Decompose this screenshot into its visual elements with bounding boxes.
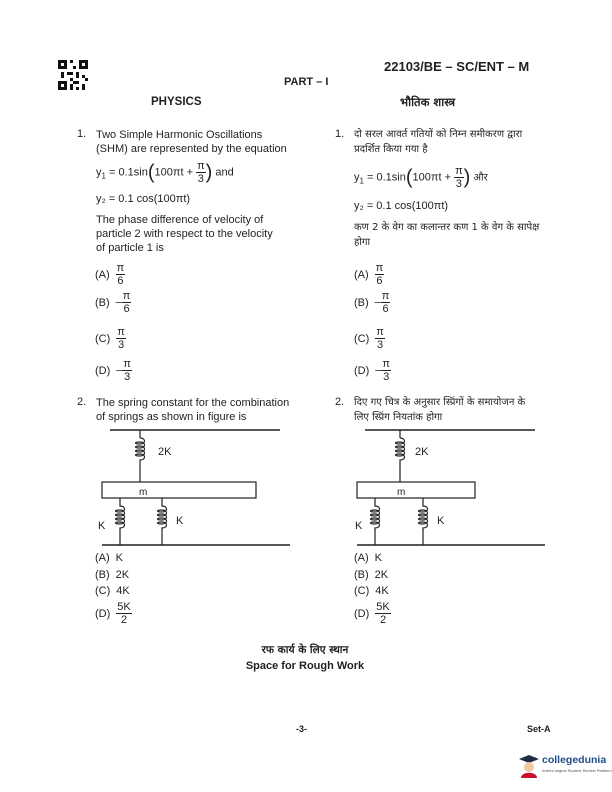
option-label: (D) bbox=[354, 607, 370, 620]
option-fraction bbox=[375, 601, 390, 626]
numerator: 5K bbox=[376, 601, 390, 613]
option-value: 4K bbox=[375, 585, 389, 597]
denominator: 3 bbox=[124, 371, 131, 383]
numerator: π bbox=[123, 358, 131, 370]
numerator: π bbox=[117, 326, 125, 338]
denominator: 6 bbox=[117, 275, 124, 287]
question-line: कण 2 के वेग का कलान्तर कण 1 के वेग के सापेक्ष bbox=[354, 222, 540, 233]
option-value: K bbox=[374, 552, 383, 564]
equation-1 bbox=[96, 160, 234, 185]
spring-figure bbox=[90, 428, 300, 550]
eq-and: और bbox=[473, 172, 488, 184]
option-value: 2K bbox=[374, 569, 389, 581]
question-line: of particle 1 is bbox=[96, 242, 164, 254]
eq-y: y bbox=[354, 171, 360, 184]
eq-and: and bbox=[215, 166, 234, 179]
equation-2: y₂ = 0.1 cos(100πt) bbox=[96, 193, 191, 205]
option-a bbox=[354, 552, 382, 564]
option-label: (C) bbox=[354, 332, 370, 345]
mass-block bbox=[102, 482, 256, 498]
eq-mid: = 0.1sin bbox=[105, 166, 148, 179]
question-line: Two Simple Harmonic Oscillations bbox=[96, 129, 263, 141]
question-line: होगा bbox=[354, 237, 371, 248]
option-sign: – bbox=[375, 364, 382, 377]
question-text bbox=[96, 396, 311, 424]
option-label: (B) bbox=[95, 296, 110, 309]
brand-tagline: India's largest Student Review Platform bbox=[542, 768, 612, 773]
denominator: 2 bbox=[379, 614, 387, 626]
option-d bbox=[95, 358, 132, 383]
spring-figure bbox=[345, 428, 555, 550]
label-k-right: K bbox=[437, 515, 445, 527]
option-a bbox=[95, 552, 123, 564]
denominator: 3 bbox=[383, 371, 390, 383]
numerator: π bbox=[375, 262, 384, 274]
option-fraction bbox=[116, 262, 126, 287]
rough-work-hindi: रफ कार्य के लिए स्थान bbox=[261, 644, 349, 656]
denominator: 6 bbox=[123, 303, 130, 315]
option-label: (C) bbox=[354, 585, 370, 597]
section-title-hindi: भौतिक शास्त्र bbox=[400, 95, 456, 109]
left-spring bbox=[371, 498, 380, 545]
question-number: 1. bbox=[335, 128, 345, 140]
right-spring bbox=[158, 498, 167, 545]
denominator: 6 bbox=[376, 275, 383, 287]
denominator: 2 bbox=[120, 614, 128, 626]
denominator: 3 bbox=[377, 339, 384, 351]
top-spring bbox=[136, 430, 145, 482]
option-label: (C) bbox=[95, 332, 111, 345]
denominator: 3 bbox=[455, 178, 462, 190]
option-c bbox=[354, 585, 389, 597]
paper-code: 22103/BE – SC/ENT – M bbox=[384, 59, 530, 74]
numerator: π bbox=[197, 160, 205, 172]
option-label: (B) bbox=[354, 296, 369, 309]
option-label: (A) bbox=[354, 268, 369, 281]
question-text bbox=[354, 220, 569, 250]
set-label: Set-A bbox=[527, 724, 551, 734]
eq-arg: 100πt + bbox=[412, 171, 451, 184]
option-b bbox=[95, 290, 131, 315]
question-text bbox=[96, 213, 311, 255]
option-fraction bbox=[381, 358, 391, 383]
option-a bbox=[95, 262, 125, 287]
numerator: 5K bbox=[117, 601, 131, 613]
option-label: (B) bbox=[354, 569, 369, 581]
label-k-right: K bbox=[176, 515, 184, 527]
equation-2: y₂ = 0.1 cos(100πt) bbox=[354, 200, 449, 212]
paren-open: ( bbox=[405, 166, 413, 189]
label-2k: 2K bbox=[158, 446, 172, 458]
denominator: 3 bbox=[118, 339, 125, 351]
label-k-left: K bbox=[98, 520, 106, 532]
numerator: π bbox=[382, 358, 390, 370]
option-fraction bbox=[381, 290, 391, 315]
numerator: π bbox=[376, 326, 384, 338]
option-label: (D) bbox=[354, 364, 370, 377]
question-line: दिए गए चित्र के अनुसार स्प्रिंगों के समायोजन के bbox=[354, 397, 526, 408]
option-value: 2K bbox=[115, 569, 130, 581]
part-heading: PART – I bbox=[284, 76, 329, 88]
right-spring bbox=[419, 498, 428, 545]
brand-logo bbox=[518, 750, 612, 784]
graduate-icon bbox=[518, 754, 540, 778]
option-fraction bbox=[375, 262, 385, 287]
option-label: (D) bbox=[95, 364, 111, 377]
option-sign: – bbox=[115, 296, 122, 309]
label-k-left: K bbox=[355, 520, 363, 532]
top-spring bbox=[396, 430, 405, 482]
question-line: particle 2 with respect to the velocity bbox=[96, 228, 273, 240]
eq-sub: 1 bbox=[359, 176, 364, 186]
label-mass: m bbox=[139, 487, 148, 498]
question-number: 2. bbox=[77, 396, 87, 408]
option-label: (B) bbox=[95, 569, 110, 581]
qr-code bbox=[58, 60, 88, 90]
question-line: of springs as shown in figure is bbox=[96, 411, 247, 423]
option-fraction bbox=[122, 358, 132, 383]
question-number: 1. bbox=[77, 128, 87, 140]
fraction bbox=[454, 165, 464, 190]
eq-arg: 100πt + bbox=[154, 166, 193, 179]
option-value: 4K bbox=[116, 585, 130, 597]
question-line: (SHM) are represented by the equation bbox=[96, 143, 287, 155]
label-mass: m bbox=[397, 487, 406, 498]
page-number: -3- bbox=[296, 724, 307, 734]
question-line: The spring constant for the combination bbox=[96, 397, 290, 409]
option-c bbox=[95, 326, 126, 351]
option-fraction bbox=[116, 326, 126, 351]
option-label: (C) bbox=[95, 585, 111, 597]
eq-y: y bbox=[96, 166, 102, 179]
option-fraction bbox=[122, 290, 132, 315]
option-value: K bbox=[115, 552, 124, 564]
option-d bbox=[354, 601, 391, 626]
paren-open: ( bbox=[147, 161, 155, 184]
numerator: π bbox=[122, 290, 131, 302]
question-line: लिए स्प्रिंग नियतांक होगा bbox=[354, 412, 443, 423]
eq-mid: = 0.1sin bbox=[363, 171, 406, 184]
left-spring bbox=[116, 498, 125, 545]
paren-close: ) bbox=[463, 166, 471, 189]
numerator: π bbox=[381, 290, 390, 302]
eq-sub: 1 bbox=[101, 171, 106, 181]
option-fraction bbox=[375, 326, 385, 351]
label-2k: 2K bbox=[415, 446, 429, 458]
question-line: The phase difference of velocity of bbox=[96, 214, 264, 226]
fraction bbox=[196, 160, 206, 185]
option-label: (A) bbox=[95, 552, 110, 564]
mass-block bbox=[357, 482, 475, 498]
option-label: (A) bbox=[354, 552, 369, 564]
option-c bbox=[354, 326, 385, 351]
option-d bbox=[354, 358, 391, 383]
option-b bbox=[95, 569, 129, 581]
numerator: π bbox=[116, 262, 125, 274]
question-text bbox=[354, 395, 569, 425]
denominator: 3 bbox=[197, 173, 204, 185]
option-b bbox=[354, 290, 390, 315]
question-line: प्रदर्शित किया गया है bbox=[354, 144, 428, 155]
section-title-english: PHYSICS bbox=[151, 96, 202, 108]
option-sign: – bbox=[116, 364, 123, 377]
option-c bbox=[95, 585, 130, 597]
question-line: दो सरल आवर्त गतियों को निम्न समीकरण द्वारा bbox=[354, 129, 523, 140]
denominator: 6 bbox=[382, 303, 389, 315]
numerator: π bbox=[455, 165, 463, 177]
question-text bbox=[354, 127, 564, 157]
paren-close: ) bbox=[205, 161, 213, 184]
option-d bbox=[95, 601, 132, 626]
option-b bbox=[354, 569, 388, 581]
option-a bbox=[354, 262, 384, 287]
equation-1 bbox=[354, 165, 488, 190]
rough-work-english: Space for Rough Work bbox=[245, 660, 365, 672]
question-number: 2. bbox=[335, 396, 345, 408]
option-fraction bbox=[116, 601, 131, 626]
option-sign: – bbox=[374, 296, 381, 309]
option-label: (D) bbox=[95, 607, 111, 620]
option-label: (A) bbox=[95, 268, 110, 281]
brand-name: collegedunia bbox=[542, 754, 607, 766]
question-text bbox=[96, 128, 306, 156]
